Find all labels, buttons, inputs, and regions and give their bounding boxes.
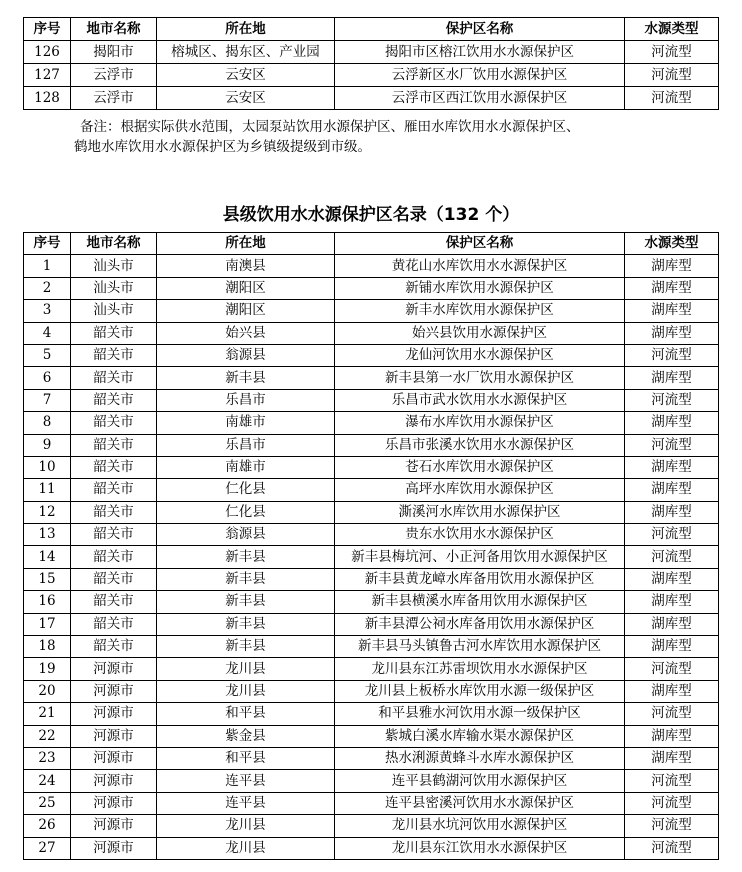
- cell-source-type: 湖库型: [625, 636, 719, 658]
- header-location: 所在地: [157, 18, 335, 41]
- cell-protection-area: 新丰县横溪水库备用饮用水源保护区: [335, 591, 625, 613]
- cell-index: 24: [24, 770, 71, 792]
- header-location: 所在地: [157, 233, 335, 255]
- cell-protection-area: 苍石水库饮用水源保护区: [335, 456, 625, 478]
- cell-protection-area: 龙仙河饮用水水源保护区: [335, 344, 625, 366]
- cell-index: 22: [24, 725, 71, 747]
- table-row: [24, 792, 719, 814]
- cell-source-type: 湖库型: [625, 322, 719, 344]
- cell-city: 河源市: [71, 792, 157, 814]
- cell-source-type: 湖库型: [625, 591, 719, 613]
- cell-city: 韶关市: [71, 322, 157, 344]
- header-city: 地市名称: [71, 233, 157, 255]
- cell-location: 潮阳区: [157, 300, 335, 322]
- cell-source-type: 河流型: [625, 837, 719, 859]
- header-source-type: 水源类型: [625, 18, 719, 41]
- cell-source-type: 湖库型: [625, 255, 719, 277]
- cell-city: 韶关市: [71, 501, 157, 523]
- cell-protection-area: 龙川县水坑河饮用水源保护区: [335, 815, 625, 837]
- cell-source-type: 河流型: [625, 64, 719, 87]
- cell-index: 127: [24, 64, 71, 87]
- cell-source-type: 湖库型: [625, 613, 719, 635]
- cell-protection-area: 新铺水库饮用水源保护区: [335, 277, 625, 299]
- cell-source-type: 湖库型: [625, 277, 719, 299]
- cell-city: 揭阳市: [71, 41, 157, 64]
- cell-index: 13: [24, 524, 71, 546]
- table-row: [24, 546, 719, 568]
- cell-index: 6: [24, 367, 71, 389]
- cell-index: 16: [24, 591, 71, 613]
- cell-protection-area: 云浮市区西江饮用水源保护区: [335, 87, 625, 110]
- cell-location: 新丰县: [157, 636, 335, 658]
- cell-index: 3: [24, 300, 71, 322]
- cell-location: 仁化县: [157, 479, 335, 501]
- table-row: [24, 255, 719, 277]
- table-row: [24, 64, 719, 87]
- cell-city: 韶关市: [71, 568, 157, 590]
- table-header-row: [24, 18, 719, 41]
- cell-location: 和平县: [157, 703, 335, 725]
- cell-source-type: 河流型: [625, 41, 719, 64]
- cell-location: 乐昌市: [157, 434, 335, 456]
- cell-index: 11: [24, 479, 71, 501]
- cell-source-type: 河流型: [625, 658, 719, 680]
- footnote-line-2: 鹤地水库饮用水水源保护区为乡镇级提级到市级。: [74, 139, 371, 155]
- cell-city: 韶关市: [71, 344, 157, 366]
- cell-source-type: 湖库型: [625, 725, 719, 747]
- cell-city: 云浮市: [71, 87, 157, 110]
- cell-location: 翁源县: [157, 344, 335, 366]
- footnote-line-1: 备注：根据实际供水范围，太园泵站饮用水源保护区、雁田水库饮用水水源保护区、: [80, 119, 580, 135]
- table-row: [24, 703, 719, 725]
- table-row: [24, 568, 719, 590]
- cell-city: 河源市: [71, 770, 157, 792]
- cell-location: 龙川县: [157, 680, 335, 702]
- cell-city: 韶关市: [71, 367, 157, 389]
- cell-index: 8: [24, 412, 71, 434]
- table-row: [24, 277, 719, 299]
- header-city: 地市名称: [71, 18, 157, 41]
- table-row: [24, 815, 719, 837]
- header-index: 序号: [24, 18, 71, 41]
- cell-city: 河源市: [71, 680, 157, 702]
- cell-protection-area: 龙川县东江饮用水水源保护区: [335, 837, 625, 859]
- cell-location: 仁化县: [157, 501, 335, 523]
- cell-location: 连平县: [157, 792, 335, 814]
- cell-location: 连平县: [157, 770, 335, 792]
- header-protection-area: 保护区名称: [335, 233, 625, 255]
- cell-index: 128: [24, 87, 71, 110]
- cell-city: 韶关市: [71, 591, 157, 613]
- table-row: [24, 322, 719, 344]
- table-county-level: [23, 232, 719, 860]
- cell-source-type: 湖库型: [625, 680, 719, 702]
- cell-city: 韶关市: [71, 524, 157, 546]
- cell-city: 河源市: [71, 815, 157, 837]
- table-row: [24, 412, 719, 434]
- table-row: [24, 41, 719, 64]
- cell-city: 韶关市: [71, 613, 157, 635]
- cell-index: 27: [24, 837, 71, 859]
- cell-protection-area: 热水浰源黄蜂斗水库水源保护区: [335, 747, 625, 769]
- cell-location: 云安区: [157, 64, 335, 87]
- cell-location: 新丰县: [157, 546, 335, 568]
- cell-index: 9: [24, 434, 71, 456]
- cell-protection-area: 贵东水饮用水水源保护区: [335, 524, 625, 546]
- table-row: [24, 456, 719, 478]
- cell-city: 河源市: [71, 658, 157, 680]
- cell-city: 河源市: [71, 703, 157, 725]
- cell-index: 23: [24, 747, 71, 769]
- table-row: [24, 87, 719, 110]
- cell-location: 南澳县: [157, 255, 335, 277]
- cell-location: 南雄市: [157, 456, 335, 478]
- cell-location: 潮阳区: [157, 277, 335, 299]
- cell-source-type: 湖库型: [625, 367, 719, 389]
- cell-source-type: 湖库型: [625, 568, 719, 590]
- cell-protection-area: 瀑布水库饮用水源保护区: [335, 412, 625, 434]
- cell-index: 25: [24, 792, 71, 814]
- cell-source-type: 河流型: [625, 344, 719, 366]
- cell-protection-area: 乐昌市张溪水饮用水水源保护区: [335, 434, 625, 456]
- cell-city: 云浮市: [71, 64, 157, 87]
- table-row: [24, 680, 719, 702]
- cell-index: 15: [24, 568, 71, 590]
- cell-location: 新丰县: [157, 613, 335, 635]
- cell-protection-area: 始兴县饮用水源保护区: [335, 322, 625, 344]
- cell-index: 7: [24, 389, 71, 411]
- cell-index: 1: [24, 255, 71, 277]
- cell-location: 紫金县: [157, 725, 335, 747]
- cell-source-type: 河流型: [625, 87, 719, 110]
- cell-location: 龙川县: [157, 837, 335, 859]
- cell-index: 5: [24, 344, 71, 366]
- cell-location: 榕城区、揭东区、产业园: [157, 41, 335, 64]
- cell-protection-area: 乐昌市武水饮用水水源保护区: [335, 389, 625, 411]
- cell-protection-area: 紫城白溪水库输水渠水源保护区: [335, 725, 625, 747]
- cell-location: 新丰县: [157, 591, 335, 613]
- cell-protection-area: 新丰县梅坑河、小正河备用饮用水源保护区: [335, 546, 625, 568]
- cell-source-type: 湖库型: [625, 501, 719, 523]
- table-row: [24, 344, 719, 366]
- cell-location: 龙川县: [157, 658, 335, 680]
- header-protection-area: 保护区名称: [335, 18, 625, 41]
- cell-source-type: 河流型: [625, 703, 719, 725]
- table-municipal-continued: [23, 17, 719, 110]
- table-row: [24, 636, 719, 658]
- cell-protection-area: 连平县鹤湖河饮用水源保护区: [335, 770, 625, 792]
- cell-index: 26: [24, 815, 71, 837]
- cell-index: 20: [24, 680, 71, 702]
- cell-protection-area: 龙川县上板桥水库饮用水源一级保护区: [335, 680, 625, 702]
- cell-source-type: 河流型: [625, 434, 719, 456]
- cell-city: 韶关市: [71, 456, 157, 478]
- cell-protection-area: 新丰县第一水厂饮用水源保护区: [335, 367, 625, 389]
- cell-index: 10: [24, 456, 71, 478]
- cell-source-type: 湖库型: [625, 412, 719, 434]
- section-title: 县级饮用水水源保护区名录（132 个）: [222, 205, 520, 225]
- table-row: [24, 613, 719, 635]
- cell-city: 韶关市: [71, 389, 157, 411]
- table-row: [24, 389, 719, 411]
- cell-protection-area: 新丰县黄龙嶂水库备用饮用水源保护区: [335, 568, 625, 590]
- cell-city: 河源市: [71, 725, 157, 747]
- cell-index: 17: [24, 613, 71, 635]
- cell-location: 乐昌市: [157, 389, 335, 411]
- cell-protection-area: 澌溪河水库饮用水源保护区: [335, 501, 625, 523]
- cell-protection-area: 龙川县东江苏雷坝饮用水水源保护区: [335, 658, 625, 680]
- cell-index: 126: [24, 41, 71, 64]
- cell-index: 19: [24, 658, 71, 680]
- table-row: [24, 300, 719, 322]
- cell-source-type: 湖库型: [625, 300, 719, 322]
- cell-protection-area: 高坪水库饮用水源保护区: [335, 479, 625, 501]
- cell-protection-area: 新丰水库饮用水源保护区: [335, 300, 625, 322]
- cell-location: 和平县: [157, 747, 335, 769]
- cell-city: 河源市: [71, 747, 157, 769]
- cell-city: 汕头市: [71, 300, 157, 322]
- cell-protection-area: 新丰县潭公祠水库备用饮用水源保护区: [335, 613, 625, 635]
- cell-source-type: 河流型: [625, 389, 719, 411]
- cell-city: 汕头市: [71, 255, 157, 277]
- cell-protection-area: 云浮新区水厂饮用水源保护区: [335, 64, 625, 87]
- table-row: [24, 501, 719, 523]
- cell-protection-area: 和平县雅水河饮用水源一级保护区: [335, 703, 625, 725]
- cell-protection-area: 连平县密溪河饮用水水源保护区: [335, 792, 625, 814]
- cell-location: 新丰县: [157, 568, 335, 590]
- cell-source-type: 湖库型: [625, 479, 719, 501]
- cell-city: 河源市: [71, 837, 157, 859]
- cell-city: 韶关市: [71, 434, 157, 456]
- cell-protection-area: 黄花山水库饮用水水源保护区: [335, 255, 625, 277]
- table-row: [24, 747, 719, 769]
- table-row: [24, 524, 719, 546]
- table-row: [24, 658, 719, 680]
- table-row: [24, 770, 719, 792]
- cell-index: 18: [24, 636, 71, 658]
- cell-protection-area: 揭阳市区榕江饮用水水源保护区: [335, 41, 625, 64]
- header-index: 序号: [24, 233, 71, 255]
- cell-source-type: 湖库型: [625, 747, 719, 769]
- table-row: [24, 725, 719, 747]
- cell-index: 21: [24, 703, 71, 725]
- cell-index: 2: [24, 277, 71, 299]
- cell-location: 龙川县: [157, 815, 335, 837]
- cell-source-type: 湖库型: [625, 456, 719, 478]
- cell-city: 汕头市: [71, 277, 157, 299]
- cell-city: 韶关市: [71, 412, 157, 434]
- cell-location: 新丰县: [157, 367, 335, 389]
- cell-source-type: 河流型: [625, 546, 719, 568]
- table-row: [24, 479, 719, 501]
- table-row: [24, 434, 719, 456]
- table-header-row: [24, 233, 719, 255]
- cell-index: 4: [24, 322, 71, 344]
- cell-source-type: 河流型: [625, 815, 719, 837]
- table-footnote: [74, 117, 720, 157]
- cell-location: 云安区: [157, 87, 335, 110]
- cell-location: 始兴县: [157, 322, 335, 344]
- table-row: [24, 367, 719, 389]
- header-source-type: 水源类型: [625, 233, 719, 255]
- table-row: [24, 591, 719, 613]
- cell-city: 韶关市: [71, 479, 157, 501]
- cell-source-type: 河流型: [625, 524, 719, 546]
- cell-index: 14: [24, 546, 71, 568]
- cell-source-type: 河流型: [625, 770, 719, 792]
- table-row: [24, 837, 719, 859]
- cell-location: 翁源县: [157, 524, 335, 546]
- cell-city: 韶关市: [71, 636, 157, 658]
- cell-index: 12: [24, 501, 71, 523]
- cell-protection-area: 新丰县马头镇鲁古河水库饮用水源保护区: [335, 636, 625, 658]
- cell-location: 南雄市: [157, 412, 335, 434]
- cell-source-type: 河流型: [625, 792, 719, 814]
- cell-city: 韶关市: [71, 546, 157, 568]
